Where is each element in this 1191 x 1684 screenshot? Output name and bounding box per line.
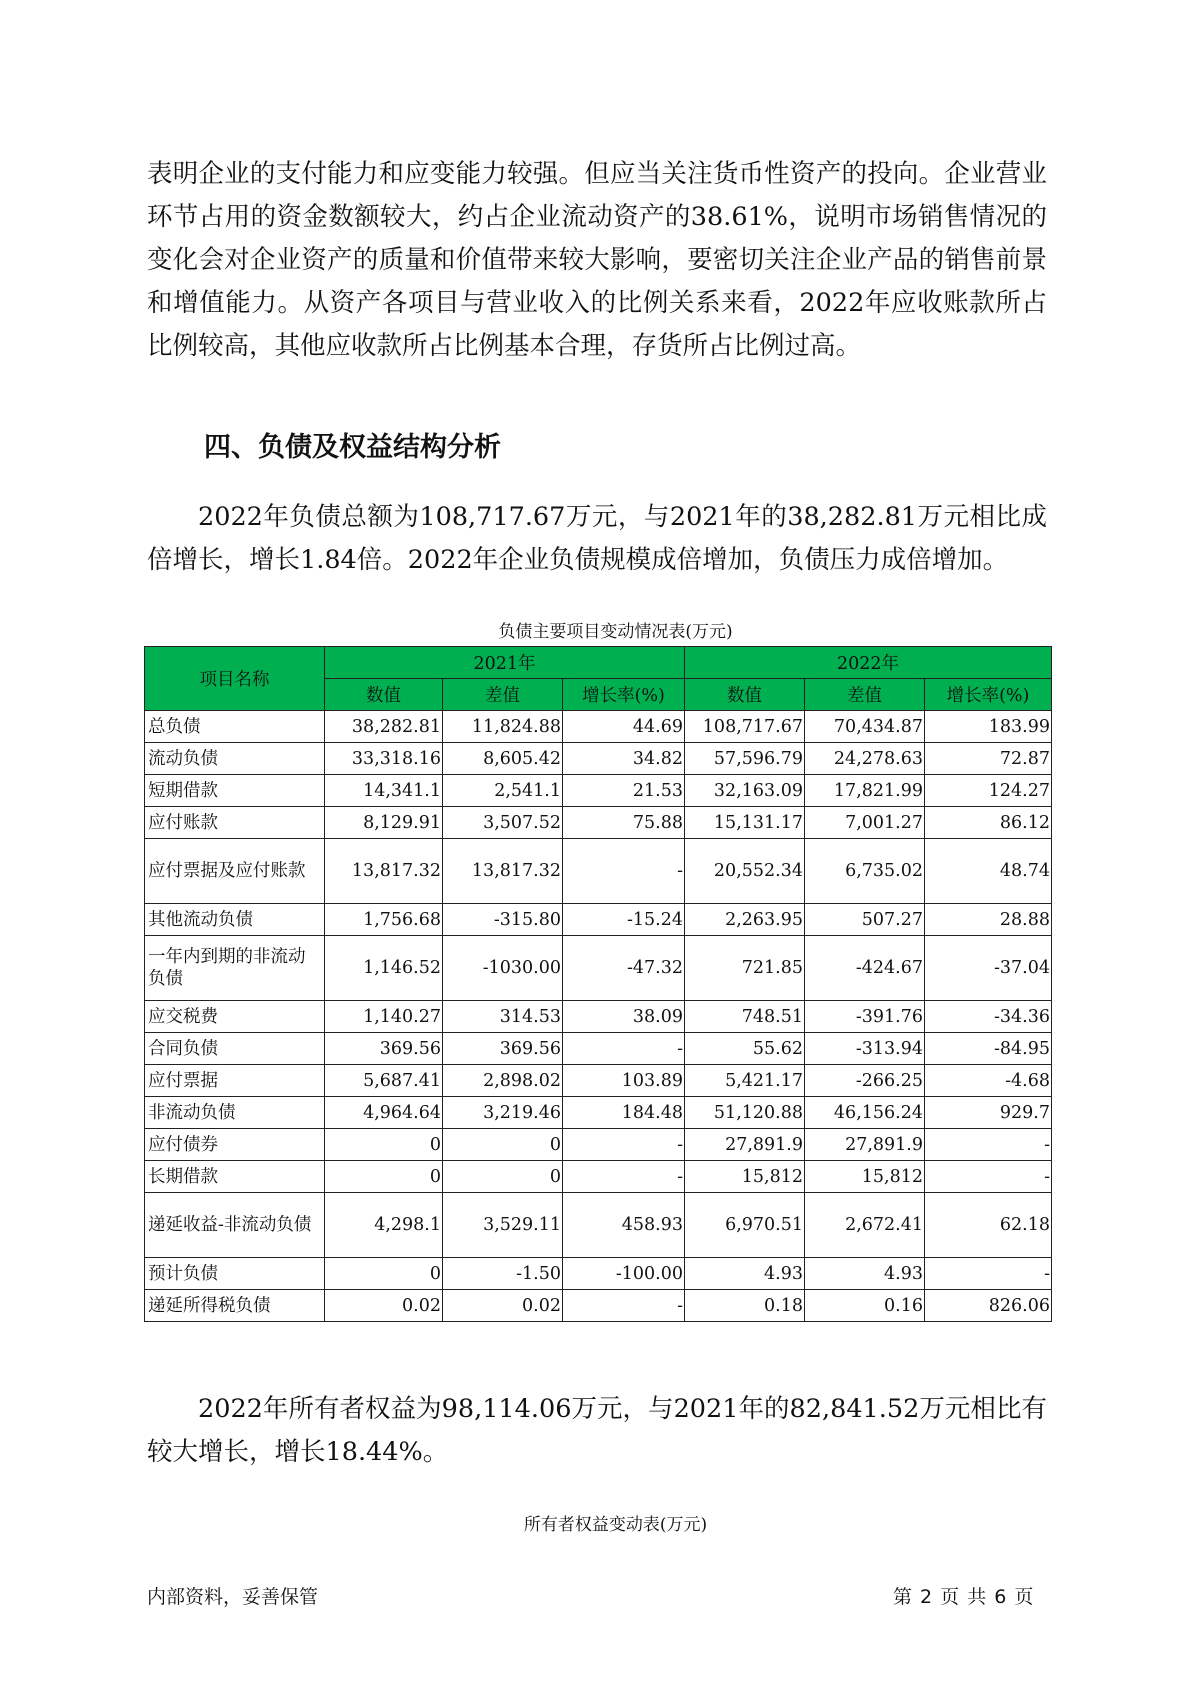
cell-diff-2021: 3,529.11 (443, 1193, 563, 1258)
table-row (145, 936, 1052, 1001)
row-name: 应付债券 (145, 1129, 325, 1161)
table-row (145, 1129, 1052, 1161)
cell-value-2022: 57,596.79 (685, 743, 805, 775)
cell-diff-2021: -1.50 (443, 1258, 563, 1290)
cell-value-2022: 721.85 (685, 936, 805, 1001)
cell-rate-2021: 103.89 (563, 1065, 685, 1097)
cell-diff-2022: 15,812 (805, 1161, 925, 1193)
cell-value-2022: 15,812 (685, 1161, 805, 1193)
row-name: 预计负债 (145, 1258, 325, 1290)
cell-value-2022: 108,717.67 (685, 711, 805, 743)
cell-diff-2021: 314.53 (443, 1001, 563, 1033)
table-row (145, 1290, 1052, 1322)
header-value-2021: 数值 (325, 679, 443, 711)
cell-rate-2021: -15.24 (563, 904, 685, 936)
cell-diff-2022: 17,821.99 (805, 775, 925, 807)
cell-rate-2021: 458.93 (563, 1193, 685, 1258)
cell-rate-2022: -37.04 (925, 936, 1052, 1001)
table-row (145, 743, 1052, 775)
cell-rate-2022: 48.74 (925, 839, 1052, 904)
cell-value-2021: 8,129.91 (325, 807, 443, 839)
cell-rate-2021: 21.53 (563, 775, 685, 807)
row-name: 非流动负债 (145, 1097, 325, 1129)
row-name: 递延收益-非流动负债 (145, 1193, 325, 1258)
row-name: 合同负债 (145, 1033, 325, 1065)
cell-rate-2021: 184.48 (563, 1097, 685, 1129)
cell-value-2021: 1,756.68 (325, 904, 443, 936)
cell-diff-2022: 6,735.02 (805, 839, 925, 904)
cell-value-2021: 4,964.64 (325, 1097, 443, 1129)
liability-table (144, 646, 1052, 1322)
cell-rate-2021: -100.00 (563, 1258, 685, 1290)
cell-value-2022: 0.18 (685, 1290, 805, 1322)
cell-diff-2022: 0.16 (805, 1290, 925, 1322)
row-name: 总负债 (145, 711, 325, 743)
cell-diff-2021: 2,541.1 (443, 775, 563, 807)
cell-rate-2021: - (563, 839, 685, 904)
cell-value-2021: 14,341.1 (325, 775, 443, 807)
cell-value-2021: 1,140.27 (325, 1001, 443, 1033)
row-name: 递延所得税负债 (145, 1290, 325, 1322)
cell-value-2021: 4,298.1 (325, 1193, 443, 1258)
cell-value-2021: 0.02 (325, 1290, 443, 1322)
cell-rate-2021: 44.69 (563, 711, 685, 743)
row-name: 应付账款 (145, 807, 325, 839)
cell-value-2021: 0 (325, 1129, 443, 1161)
cell-diff-2022: -391.76 (805, 1001, 925, 1033)
table-row (145, 1193, 1052, 1258)
footer-page-number: 第 2 页 共 6 页 (893, 1586, 1034, 1608)
cell-rate-2021: 75.88 (563, 807, 685, 839)
table-row (145, 1065, 1052, 1097)
cell-diff-2021: 2,898.02 (443, 1065, 563, 1097)
row-name: 应交税费 (145, 1001, 325, 1033)
cell-value-2022: 4.93 (685, 1258, 805, 1290)
cell-value-2022: 55.62 (685, 1033, 805, 1065)
cell-value-2021: 33,318.16 (325, 743, 443, 775)
cell-value-2022: 20,552.34 (685, 839, 805, 904)
liability-paragraph: 2022年负债总额为108,717.67万元，与2021年的38,282.81万元相比成倍增长，增长1.84倍。2022年企业负债规模成倍增加，负债压力成倍增加。 (147, 502, 1047, 575)
header-year-2021: 2021年 (325, 647, 685, 679)
cell-diff-2021: 3,219.46 (443, 1097, 563, 1129)
cell-rate-2021: 34.82 (563, 743, 685, 775)
cell-diff-2022: 7,001.27 (805, 807, 925, 839)
cell-value-2021: 369.56 (325, 1033, 443, 1065)
cell-rate-2022: - (925, 1161, 1052, 1193)
row-name: 其他流动负债 (145, 904, 325, 936)
intro-paragraph: 表明企业的支付能力和应变能力较强。但应当关注货币性资产的投向。企业营业环节占用的资金数额较大，约占企业流动资产的38.61%，说明市场销售情况的变化会对企业资产的质量和价值带来较大影响，要密切关注企业产品的销售前景和增值能力。从资产各项目与营业收入的比例关系来看，2022年应收账款所占比例较高，其他应收款所占比例基本合理，存货所占比例过高。 (147, 159, 1047, 361)
cell-rate-2022: - (925, 1258, 1052, 1290)
header-rate-2022: 增长率(%) (925, 679, 1052, 711)
cell-diff-2022: 24,278.63 (805, 743, 925, 775)
header-item-name: 项目名称 (145, 647, 325, 711)
cell-value-2022: 32,163.09 (685, 775, 805, 807)
cell-diff-2021: 0 (443, 1161, 563, 1193)
table-row (145, 775, 1052, 807)
table2-caption: 所有者权益变动表(万元) (523, 1515, 708, 1535)
cell-diff-2022: 2,672.41 (805, 1193, 925, 1258)
cell-value-2021: 5,687.41 (325, 1065, 443, 1097)
cell-diff-2022: -313.94 (805, 1033, 925, 1065)
table-row (145, 904, 1052, 936)
cell-diff-2021: 0 (443, 1129, 563, 1161)
cell-rate-2021: - (563, 1290, 685, 1322)
table-row (145, 839, 1052, 904)
cell-rate-2022: 124.27 (925, 775, 1052, 807)
header-rate-2021: 增长率(%) (563, 679, 685, 711)
header-value-2022: 数值 (685, 679, 805, 711)
table-row (145, 1258, 1052, 1290)
cell-rate-2022: 929.7 (925, 1097, 1052, 1129)
cell-rate-2022: -34.36 (925, 1001, 1052, 1033)
cell-diff-2022: 46,156.24 (805, 1097, 925, 1129)
cell-diff-2022: 27,891.9 (805, 1129, 925, 1161)
cell-value-2022: 5,421.17 (685, 1065, 805, 1097)
equity-paragraph: 2022年所有者权益为98,114.06万元，与2021年的82,841.52万元相比有较大增长，增长18.44%。 (147, 1394, 1047, 1467)
table-row (145, 711, 1052, 743)
row-name: 长期借款 (145, 1161, 325, 1193)
cell-rate-2022: 826.06 (925, 1290, 1052, 1322)
cell-diff-2021: -315.80 (443, 904, 563, 936)
cell-rate-2022: - (925, 1129, 1052, 1161)
cell-value-2022: 15,131.17 (685, 807, 805, 839)
table-row (145, 807, 1052, 839)
cell-rate-2021: 38.09 (563, 1001, 685, 1033)
cell-value-2021: 13,817.32 (325, 839, 443, 904)
cell-rate-2022: 28.88 (925, 904, 1052, 936)
cell-value-2022: 748.51 (685, 1001, 805, 1033)
cell-diff-2022: 4.93 (805, 1258, 925, 1290)
header-year-2022: 2022年 (685, 647, 1052, 679)
cell-diff-2021: 13,817.32 (443, 839, 563, 904)
section-heading: 四、负债及权益结构分析 (204, 432, 501, 463)
table-row (145, 1097, 1052, 1129)
cell-diff-2021: 3,507.52 (443, 807, 563, 839)
cell-value-2021: 38,282.81 (325, 711, 443, 743)
cell-value-2022: 2,263.95 (685, 904, 805, 936)
cell-rate-2022: 62.18 (925, 1193, 1052, 1258)
row-name: 短期借款 (145, 775, 325, 807)
cell-rate-2022: -84.95 (925, 1033, 1052, 1065)
table-row (145, 1001, 1052, 1033)
table-row (145, 1161, 1052, 1193)
cell-diff-2021: -1030.00 (443, 936, 563, 1001)
cell-diff-2022: -424.67 (805, 936, 925, 1001)
cell-rate-2021: - (563, 1033, 685, 1065)
row-name: 流动负债 (145, 743, 325, 775)
row-name: 应付票据及应付账款 (145, 839, 325, 904)
cell-value-2021: 0 (325, 1161, 443, 1193)
table-row (145, 1033, 1052, 1065)
cell-diff-2022: 70,434.87 (805, 711, 925, 743)
header-diff-2022: 差值 (805, 679, 925, 711)
cell-diff-2021: 11,824.88 (443, 711, 563, 743)
cell-rate-2021: - (563, 1161, 685, 1193)
cell-diff-2021: 8,605.42 (443, 743, 563, 775)
cell-rate-2022: 183.99 (925, 711, 1052, 743)
cell-diff-2022: 507.27 (805, 904, 925, 936)
cell-value-2022: 27,891.9 (685, 1129, 805, 1161)
cell-value-2022: 51,120.88 (685, 1097, 805, 1129)
header-diff-2021: 差值 (443, 679, 563, 711)
cell-value-2022: 6,970.51 (685, 1193, 805, 1258)
cell-rate-2022: -4.68 (925, 1065, 1052, 1097)
table1-caption: 负债主要项目变动情况表(万元) (498, 622, 733, 642)
footer-confidential-note: 内部资料，妥善保管 (147, 1586, 319, 1608)
cell-value-2021: 0 (325, 1258, 443, 1290)
cell-diff-2021: 369.56 (443, 1033, 563, 1065)
cell-rate-2021: - (563, 1129, 685, 1161)
cell-value-2021: 1,146.52 (325, 936, 443, 1001)
row-name: 应付票据 (145, 1065, 325, 1097)
cell-diff-2021: 0.02 (443, 1290, 563, 1322)
cell-rate-2021: -47.32 (563, 936, 685, 1001)
cell-rate-2022: 86.12 (925, 807, 1052, 839)
cell-diff-2022: -266.25 (805, 1065, 925, 1097)
cell-rate-2022: 72.87 (925, 743, 1052, 775)
row-name: 一年内到期的非流动负债 (145, 936, 325, 1001)
